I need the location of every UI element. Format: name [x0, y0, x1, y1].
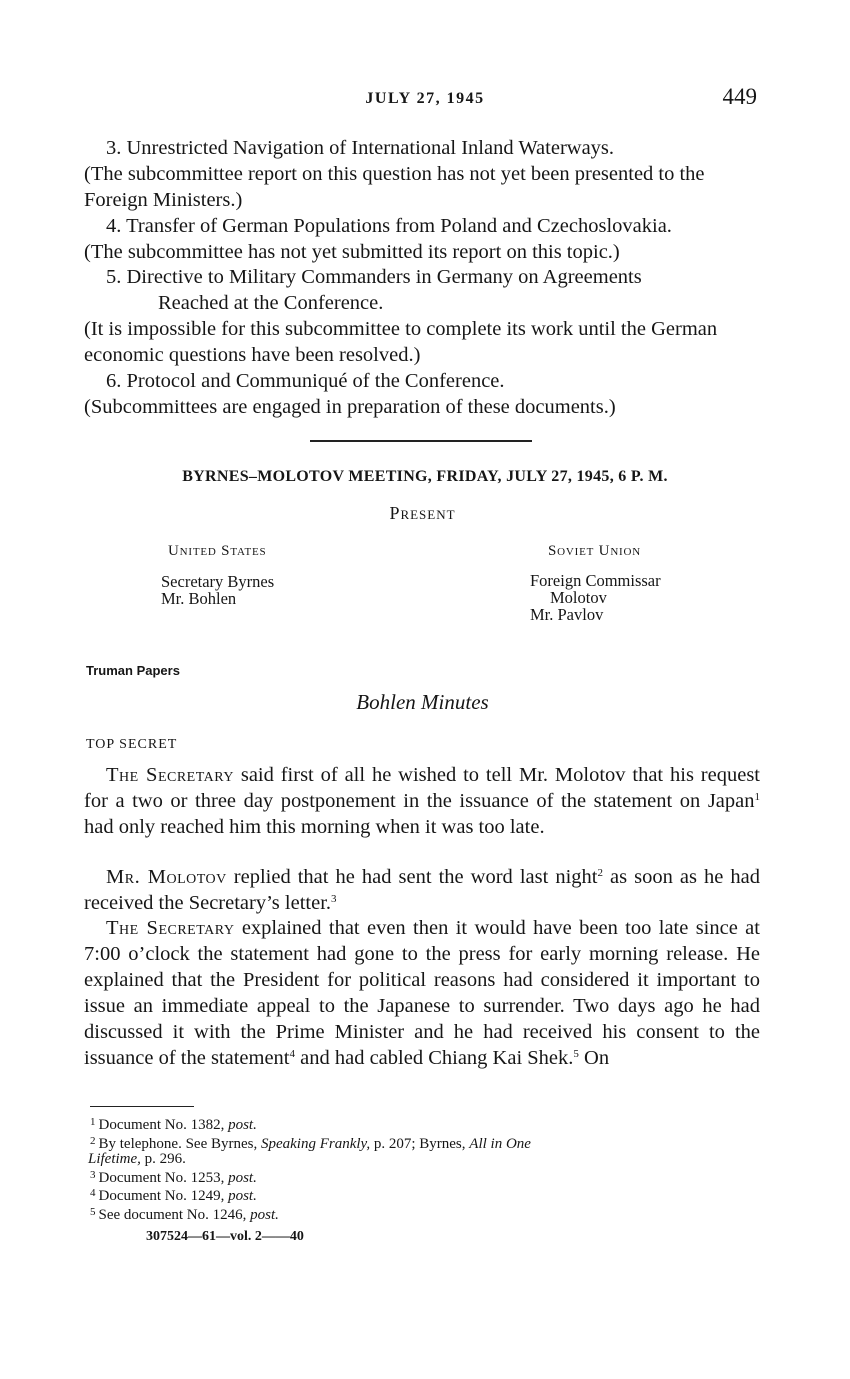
- footnote-italic: post.: [228, 1188, 257, 1204]
- footnote-text: Document No. 1253,: [98, 1169, 229, 1186]
- source-label: Truman Papers: [86, 663, 180, 678]
- footnote-italic: Speaking Frankly,: [260, 1135, 371, 1152]
- footnote-2-continued: [88, 1152, 766, 1168]
- footnote-text: By telephone. See Byrnes,: [98, 1135, 261, 1152]
- agenda-item-title: 6. Protocol and Communiqué of the Conference.: [106, 370, 505, 392]
- minutes-paragraph-2: [84, 864, 760, 916]
- classification-label: TOP SECRET: [86, 737, 178, 752]
- minutes-paragraph-1: [84, 762, 760, 840]
- speaker-name: Mr. Molotov: [106, 866, 227, 888]
- attendee: Foreign Commissar: [530, 571, 661, 590]
- agenda-item-note: (The subcommittee has not yet submitted its report on this topic.): [84, 241, 620, 263]
- footnote-italic: post.: [228, 1169, 257, 1186]
- attendee: Mr. Bohlen: [161, 589, 237, 608]
- footnote-text: Document No. 1382,: [98, 1117, 229, 1133]
- agenda-item-title-cont: Reached at the Conference.: [158, 292, 384, 314]
- footnote-number: 4: [90, 1187, 96, 1199]
- paragraph-text: explained that even then it would have been too late since at 7:00 o’clock the statement had gone to the press for early morning release. He explained that the President for political reasons had considered it important to issue an immediate appeal to the Japanese to surrender. Two days ago he had discussed it with the Prime Minister and he had received his consent to the issuance of the statement: [84, 917, 760, 1069]
- footnotes: [90, 1115, 766, 1223]
- speaker-name: The Secretary: [106, 764, 234, 786]
- footnote-2: [90, 1134, 766, 1153]
- footnote-number: 1: [90, 1116, 96, 1128]
- footnote-number: 2: [90, 1134, 96, 1147]
- paragraph-text: On: [578, 1047, 610, 1069]
- footnote-divider: [90, 1106, 194, 1107]
- agenda-item-6: [84, 368, 760, 420]
- attendee: Mr. Pavlov: [530, 605, 604, 624]
- footnote-text: p. 296.: [140, 1151, 186, 1167]
- footnote-ref: 1: [754, 791, 760, 803]
- minutes-title: Bohlen Minutes: [356, 690, 489, 714]
- meeting-title: BYRNES–MOLOTOV MEETING, FRIDAY, JULY 27, 1945, 6 P. M.: [182, 468, 668, 485]
- footnote-3: [90, 1168, 766, 1187]
- agenda-item-note: (It is impossible for this subcommittee to complete its work until the German economic questions have been resolved.): [84, 318, 718, 366]
- speaker-name: The Secretary: [106, 917, 235, 939]
- footnote-text: p. 207; Byrnes,: [370, 1135, 470, 1152]
- page-number: 449: [722, 84, 757, 109]
- footnote-1: [90, 1115, 766, 1134]
- agenda-item-5: [84, 264, 760, 368]
- attendee: Secretary Byrnes: [161, 572, 275, 591]
- agenda-item-title: 3. Unrestricted Navigation of International Inland Waterways.: [106, 137, 615, 159]
- footnote-ref: 3: [331, 893, 337, 905]
- footnote-ref: 2: [597, 867, 603, 879]
- section-divider: [310, 440, 532, 442]
- footnote-text: Document No. 1249,: [98, 1188, 229, 1204]
- footnote-ref: 4: [289, 1048, 296, 1060]
- footnote-italic: Lifetime,: [88, 1151, 141, 1167]
- footnote-italic: post.: [250, 1206, 279, 1223]
- footnote-4: [90, 1186, 766, 1205]
- footnote-number: 3: [90, 1168, 96, 1181]
- running-header-date: JULY 27, 1945: [365, 90, 485, 107]
- footnote-text: See document No. 1246,: [98, 1206, 251, 1223]
- united-states-attendees: [161, 573, 274, 607]
- agenda-item-title: 5. Directive to Military Commanders in Germany on Agreements: [106, 266, 642, 288]
- footnote-italic: post.: [228, 1117, 257, 1133]
- soviet-union-heading: Soviet Union: [548, 543, 642, 559]
- soviet-union-attendees: [530, 572, 661, 623]
- agenda-item-note: (The subcommittee report on this question has not yet been presented to the Foreign Ministers.): [84, 163, 705, 211]
- agenda-item-title: 4. Transfer of German Populations from Poland and Czechoslovakia.: [106, 215, 672, 237]
- footnote-5: [90, 1205, 766, 1224]
- paragraph-text: said first of all he wished to tell Mr. Molotov that his request for a two or three day postponement in the issuance of the statement on Japan: [84, 764, 760, 812]
- present-label: Present: [389, 503, 456, 523]
- print-code: 307524—61—vol. 2——40: [146, 1229, 304, 1244]
- paragraph-text: as soon as he had received the Secretary’s letter.: [84, 866, 760, 914]
- paragraph-text: and had cabled Chiang Kai Shek.: [295, 1047, 574, 1069]
- minutes-paragraph-3: [84, 915, 760, 1071]
- footnote-number: 5: [90, 1205, 96, 1218]
- footnote-italic: All in One: [469, 1135, 531, 1152]
- attendee: Molotov: [550, 588, 607, 607]
- agenda-item-4: [84, 213, 760, 265]
- agenda-item-note: (Subcommittees are engaged in preparation of these documents.): [84, 396, 616, 418]
- paragraph-text: replied that he had sent the word last night: [226, 866, 598, 888]
- agenda-item-3: [84, 135, 760, 213]
- united-states-heading: United States: [168, 543, 267, 559]
- footnote-ref: 5: [573, 1048, 579, 1060]
- paragraph-text: had only reached him this morning when it was too late.: [84, 816, 545, 838]
